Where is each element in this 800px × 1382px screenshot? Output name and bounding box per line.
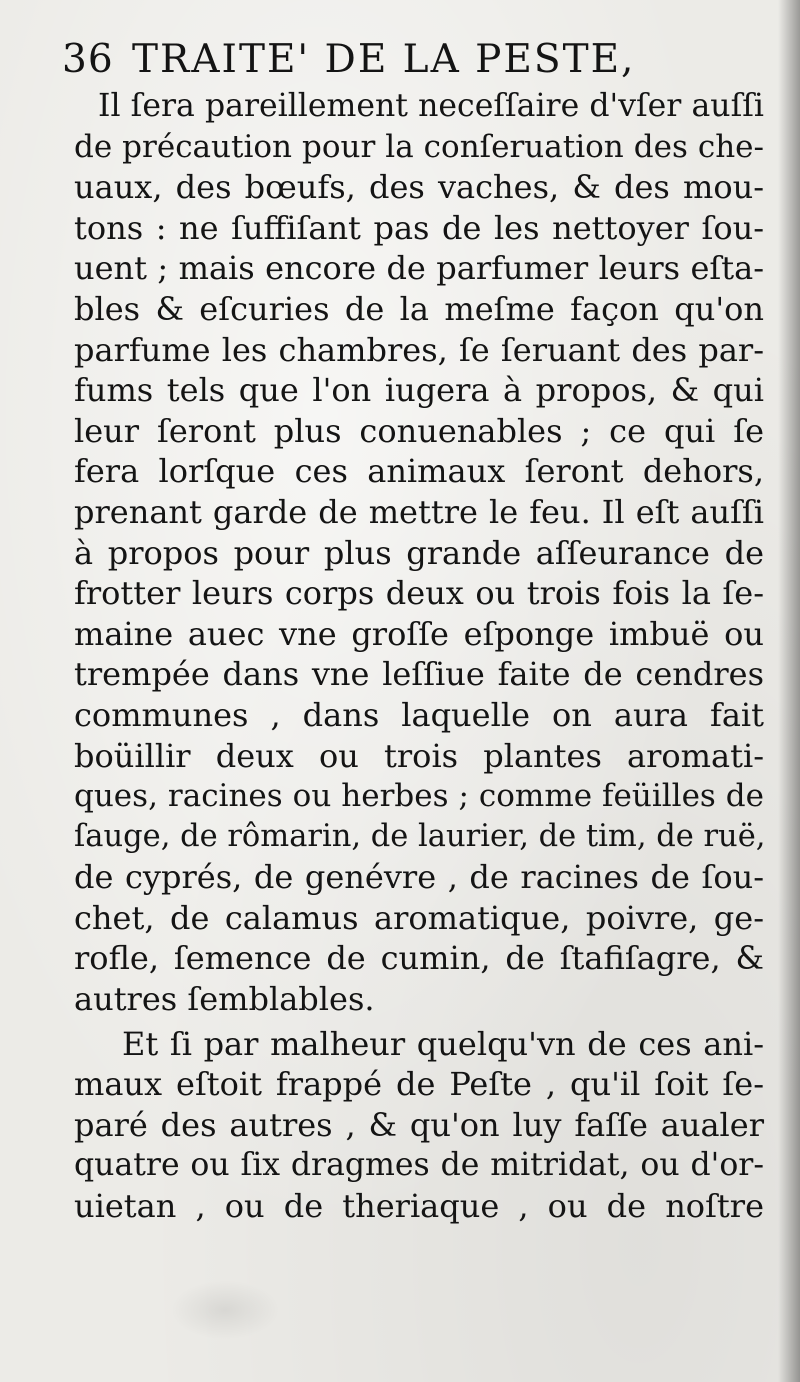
text-line: bles & eſcuries de la meſme façon qu'on	[74, 289, 764, 328]
paragraph-1	[74, 86, 764, 1020]
text-line: uaux, des bœufs, des vaches, & des mou-	[74, 168, 764, 207]
text-line: parfume les chambres, ſe ſeruant des par-	[74, 330, 764, 369]
body-text	[74, 86, 764, 1227]
text-line: maine auec vne groſſe eſponge imbuë ou	[74, 614, 764, 653]
text-line: quatre ou ſix dragmes de mitridat, ou d'or-	[74, 1147, 764, 1184]
page-edge-shadow	[778, 0, 800, 1382]
text-line: Il ſera pareillement neceſſaire d'vſer auſſi	[98, 88, 764, 124]
text-line: autres ſemblables.	[74, 980, 375, 1019]
running-title: TRAITE' DE LA PESTE,	[132, 37, 636, 82]
text-line: frotter leurs corps deux ou trois fois la ſe-	[74, 574, 764, 613]
text-line: fera lorſque ces animaux ſeront dehors,	[74, 452, 764, 491]
page-number: 36	[62, 37, 114, 82]
text-line: boüillir deux ou trois plantes aromati-	[74, 736, 764, 775]
ink-bleed-smudge	[170, 1280, 280, 1340]
text-line: rofle, ſemence de cumin, de ſtafiſagre, &	[74, 939, 764, 978]
text-line: fums tels que l'on iugera à propos, & qui	[74, 371, 764, 410]
text-line: leur ſeront plus conuenables ; ce qui ſe	[74, 411, 764, 450]
text-line: maux eſtoit frappé de Peſte , qu'il ſoit ſe-	[74, 1065, 764, 1104]
text-line: paré des autres , & qu'on luy faſſe aualer	[74, 1105, 764, 1144]
text-line: uietan , ou de theriaque , ou de noſtre	[74, 1187, 764, 1226]
text-line: trempée dans vne leſſiue faite de cendres	[74, 655, 764, 694]
running-head	[62, 30, 762, 90]
text-line: Et ſi par malheur quelqu'vn de ces ani-	[122, 1024, 764, 1063]
text-line: uent ; mais encore de parfumer leurs eſta-	[74, 249, 764, 288]
text-line: à propos pour plus grande aſſeurance de	[74, 533, 764, 572]
text-line: chet, de calamus aromatique, poivre, ge-	[74, 898, 764, 937]
text-line: prenant garde de mettre le feu. Il eſt auſſi	[74, 492, 764, 531]
text-line: communes , dans laquelle on aura fait	[74, 695, 764, 734]
paragraph-2	[74, 1024, 764, 1227]
text-line: tons : ne ſuffiſant pas de les nettoyer ſou-	[74, 208, 764, 247]
text-line: de cyprés, de genévre , de racines de ſou-	[74, 858, 764, 897]
text-line: ques, racines ou herbes ; comme feüilles de	[74, 778, 764, 815]
text-line: ſauge, de rômarin, de laurier, de tim, de ruë,	[74, 818, 766, 854]
text-line: de précaution pour la conſeruation des che-	[74, 128, 764, 165]
